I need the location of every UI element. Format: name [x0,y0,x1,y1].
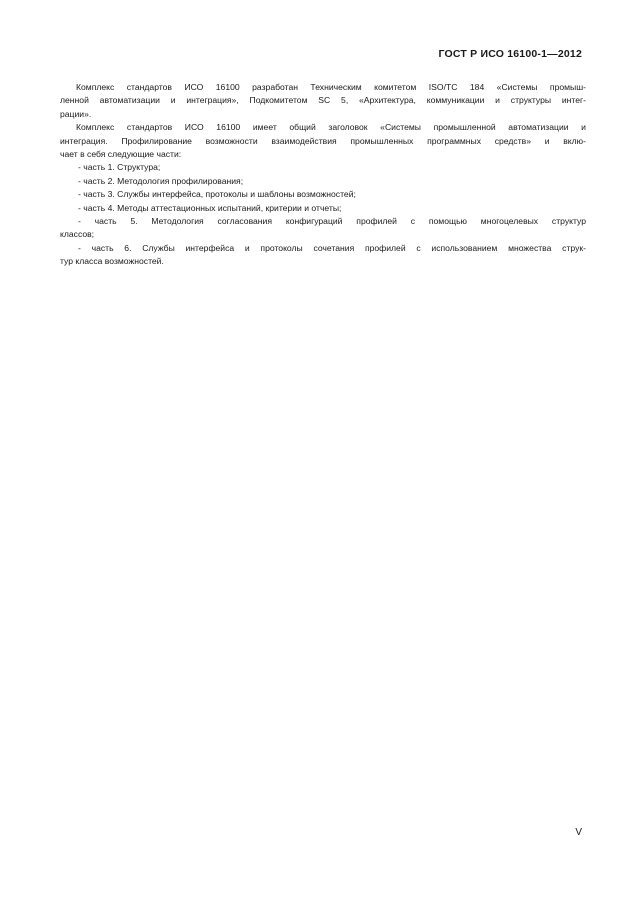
list-item-continuation: классов; [60,229,95,240]
text-line: рации». [60,108,92,119]
body-text [60,81,586,268]
list-item: - часть 5. Методология согласования конфигураций профилей с помощью многоцелевых структур [78,215,586,226]
list-item-continuation: тур класса возможностей. [60,256,164,267]
list-item: - часть 6. Службы интерфейса и протоколы сочетания профилей с использованием множества струк- [78,242,586,253]
list-item: - часть 3. Службы интерфейса, протоколы и шаблоны возможностей; [78,189,356,200]
text-line: Комплекс стандартов ИСО 16100 разработан Техническим комитетом ISO/TC 184 «Системы промыш- [76,82,586,92]
list-item: - часть 2. Методология профилирования; [78,175,244,186]
page-number: V [575,827,582,838]
standard-designation: ГОСТ Р ИСО 16100-1—2012 [438,48,582,60]
text-line: чает в себя следующие части: [60,148,182,159]
text-line: интеграция. Профилирование возможности взаимодействия промышленных программных средств» и вклю- [60,135,586,146]
text-line: Комплекс стандартов ИСО 16100 имеет общий заголовок «Системы промышленной автоматизации и [76,122,586,133]
list-item: - часть 4. Методы аттестационных испытаний, критерии и отчеты; [78,202,342,213]
text-line: ленной автоматизации и интеграция», Подкомитетом SC 5, «Архитектура, коммуникации и структуры интег- [60,95,586,106]
list-item: - часть 1. Структура; [78,162,161,173]
